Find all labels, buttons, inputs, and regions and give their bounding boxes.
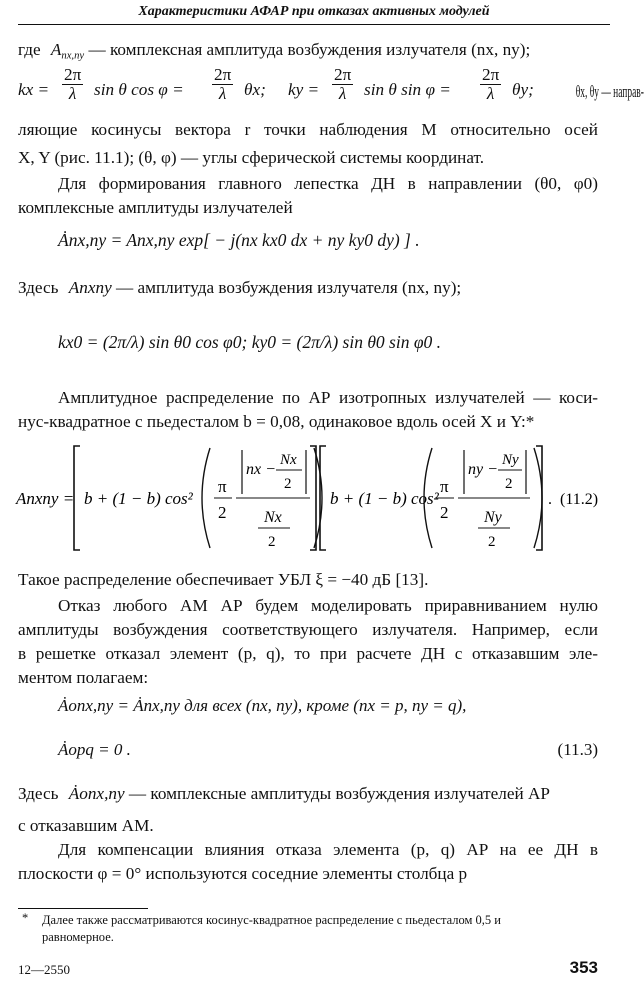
eq112-Nx-num: Nx — [280, 452, 297, 468]
ky-sin-sin: sin θ sin φ = — [364, 80, 451, 99]
equation-exp: Ȧnx,ny = Anx,ny exp[ − j(nx kx0 dx + ny ky0 dy) ] . — [58, 230, 420, 250]
fraction-numerator: 2π — [334, 65, 352, 84]
eq112-two-5: 2 — [505, 476, 513, 492]
eq112-period: . — [548, 491, 552, 508]
eq112-Nx-den: Nx — [264, 509, 282, 526]
fraction-denominator: λ — [68, 84, 77, 104]
footnote-line-1: Далее также рассматриваются косинус-квадратное распределение с пьедесталом 0,5 и — [42, 913, 501, 927]
signature-mark: 12—2550 — [18, 962, 70, 977]
footnote — [18, 912, 608, 946]
word-zdes: Здесь — [18, 278, 59, 297]
eq112-two-1: 2 — [218, 503, 227, 522]
fraction-2pi-lambda-3 — [332, 66, 353, 103]
kx-sin-cos: sin θ cos φ = — [94, 80, 184, 99]
running-header: Характеристики АФАР при отказах активных модулей — [18, 2, 610, 25]
bracket-left-2 — [320, 446, 326, 550]
footnote-line-2: равномерное. — [42, 930, 114, 944]
theta-y: θy; — [512, 80, 534, 99]
line-compensation-1: Для компенсации влияния отказа элемента (p, q) АР на ее ДН в — [58, 840, 598, 859]
page-number: 353 — [569, 958, 598, 977]
fraction-numerator: 2π — [482, 65, 500, 84]
paragraph-failed-amplitudes — [18, 782, 598, 806]
eq112-two-3: 2 — [268, 534, 276, 550]
fraction-denominator: λ — [338, 84, 347, 104]
paragraph-amplitude-definition — [18, 38, 598, 69]
theta-x: θx; — [244, 80, 266, 99]
bracket-left-1 — [74, 446, 80, 550]
paren-right-2 — [534, 448, 542, 548]
fraction-2pi-lambda — [62, 66, 83, 103]
line-amplitude-distribution: Амплитудное распределение по АР изотропных излучателей — коси- — [58, 388, 598, 407]
fraction-denominator: λ — [218, 84, 227, 104]
line-failed-am: с отказавшим АМ. — [18, 816, 154, 835]
symbol-A: A — [50, 40, 62, 59]
eq112-nx: nx − — [246, 461, 276, 478]
line-sidelobe-level: Такое распределение обеспечивает УБЛ ξ = −40 дБ [13]. — [18, 570, 429, 589]
line-pedestal: нус-квадратное с пьедесталом b = 0,08, одинаковое вдоль осей X и Y:* — [18, 412, 535, 431]
line-direction-cosines: ляющие косинусы вектора r точки наблюдения M относительно осей — [18, 120, 598, 139]
bracket-right-1 — [310, 446, 316, 550]
bracket-right-2 — [536, 446, 542, 550]
tail-direction-cosines — [520, 80, 644, 104]
eq112-two-2: 2 — [284, 476, 292, 492]
line-spherical-angles: X, Y (рис. 11.1); (θ, φ) — углы сферической системы координат. — [18, 148, 485, 167]
equation-11-3-line2: Ȧopq = 0 . — [58, 740, 131, 759]
eq112-two-4: 2 — [440, 503, 449, 522]
fraction-2pi-lambda-4 — [480, 66, 501, 103]
fraction-numerator: 2π — [214, 65, 232, 84]
eq112-pi-2: π — [440, 477, 449, 496]
footnote-rule — [18, 908, 148, 909]
eq112-two-6: 2 — [488, 534, 496, 550]
word-gde: где — [18, 40, 41, 59]
symbol-A-subscript: nx,ny — [61, 50, 85, 62]
paren-left-1 — [202, 448, 210, 548]
fraction-2pi-lambda-2 — [212, 66, 233, 103]
amplitude-definition-text: — комплексная амплитуда возбуждения излучателя (nx, ny); — [84, 40, 531, 59]
kx-label: kx = — [18, 80, 50, 99]
symbol-Ao: Ȧonx,ny — [68, 784, 125, 803]
eq112-bracket1-text: b + (1 − b) cos² — [84, 489, 193, 508]
line-failure-model-3: в решетке отказал элемент (p, q), то при расчете ДН с отказавшим эле- — [18, 644, 598, 663]
footnote-mark: * — [22, 911, 29, 925]
eq112-pi-1: π — [218, 477, 227, 496]
line-main-lobe: Для формирования главного лепестка ДН в направлении (θ0, φ0) — [58, 174, 598, 193]
eq112-Ny-num: Ny — [502, 452, 519, 468]
equation-k0: kx0 = (2π/λ) sin θ0 cos φ0; ky0 = (2π/λ) sin θ0 sin φ0 . — [58, 332, 442, 352]
eq112-ny: ny − — [468, 461, 498, 478]
equation-11-3-number: (11.3) — [557, 740, 598, 759]
eq112-lhs: Anxny = — [16, 489, 75, 508]
line-complex-amplitudes: комплексные амплитуды излучателей — [18, 198, 293, 217]
failed-amplitudes-text: — комплексные амплитуды возбуждения излучателей АР — [124, 784, 550, 803]
paragraph-amplitude-magnitude — [18, 276, 598, 300]
equation-11-3-line1: Ȧonx,ny = Ȧnx,ny для всех (nx, ny), кроме (nx = p, ny = q), — [58, 696, 467, 715]
tail-text: θx, θy — направ- — [575, 82, 644, 101]
amplitude-magnitude-text: — амплитуда возбуждения излучателя (nx, ny); — [111, 278, 462, 297]
line-failure-model-1: Отказ любого АМ АР будем моделировать приравниванием нулю — [58, 596, 598, 615]
equation-11-2 — [14, 440, 614, 556]
line-failure-model-2: амплитуды возбуждения соответствующего излучателя. Например, если — [18, 620, 598, 639]
fraction-denominator: λ — [486, 84, 495, 104]
eq112-bracket2-text: b + (1 − b) cos² — [330, 489, 439, 508]
word-zdes-2: Здесь — [18, 784, 59, 803]
eq112-number: (11.2) — [560, 491, 599, 508]
fraction-numerator: 2π — [64, 65, 82, 84]
ky-label: ky = — [288, 80, 320, 99]
line-failure-model-4: ментом полагаем: — [18, 668, 149, 687]
line-compensation-2: плоскости φ = 0° используются соседние элементы столбца p — [18, 864, 468, 883]
symbol-Anxny: Anxny — [68, 278, 112, 297]
eq112-Ny-den: Ny — [484, 509, 502, 526]
